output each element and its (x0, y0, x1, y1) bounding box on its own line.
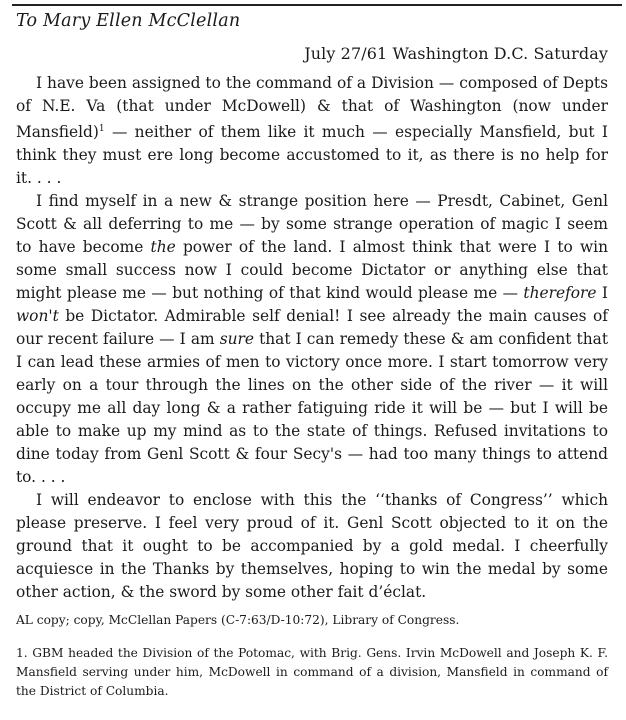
paragraph-2-text-g: be Dictator. Admirable self denial! I see already the main causes of our recent failure — I am (16, 307, 608, 348)
paragraph-2 (16, 190, 608, 489)
top-rule (12, 4, 622, 6)
footnote-reference: 1 (98, 124, 105, 134)
letter-body (16, 72, 608, 604)
letter-heading: To Mary Ellen McClellan (16, 11, 241, 31)
emphasis-wont: won't (16, 307, 59, 325)
letter-dateline: July 27/61 Washington D.C. Saturday (304, 44, 608, 63)
paragraph-2-text-a: I find myself in a new & strange position here — Presdt, Cabinet, Genl Scott & all deferring to me — by some strange operation of magic I seem to have become (16, 192, 608, 256)
emphasis-therefore: therefore (523, 284, 597, 302)
footnote-1: 1. GBM headed the Division of the Potomac, with Brig. Gens. Irvin McDowell and Joseph K. F. Mansfield serving under him, McDowell in command of a division, Mansfield in command of the District of Columbia. (16, 646, 608, 698)
source-note: AL copy; copy, McClellan Papers (C-7:63/D-10:72), Library of Congress. (16, 613, 460, 627)
paragraph-2-text-i: that I can remedy these & am confident that I can lead these armies of men to victory once more. I start tomorrow very early on a tour through the lines on the other side of the river — it will occupy me all day long & a rather fatiguing ride it will be — but I will be able to make up my mind as to the state of things. Refused invitations to dine today from Genl Scott & four Secy's — had too many things to attend to. . . . (16, 330, 609, 486)
paragraph-3: I will endeavor to enclose with this the ‘‘thanks of Congress’’ which please preserve. I feel very proud of it. Genl Scott objected to it on the ground that it ought to be accompanied by a gold medal. I cheerfully acquiesce in the Thanks by themselves, hoping to win the medal by some other action, & the sword by some other fait d’éclat. (16, 491, 608, 601)
paragraph-1-text-a: I have been assigned to the command of a Division — composed of Depts of N.E. Va (that under McDowell) & that of Washington (now under Mansfield) (16, 74, 608, 141)
paragraph-1 (16, 72, 608, 190)
paragraph-2-text-c: power of the land. I almost think that were I to win some small success now I could become Dictator or anything else that might please me — but nothing of that kind would please me — (16, 238, 608, 302)
paragraph-2-text-e: I (596, 284, 608, 302)
emphasis-sure: sure (219, 330, 254, 348)
emphasis-the: the (150, 238, 176, 256)
paragraph-1-text-b: — neither of them like it much — especially Mansfield, but I think they must ere long become accustomed to it, as there is no help for it. . . . (16, 123, 608, 187)
